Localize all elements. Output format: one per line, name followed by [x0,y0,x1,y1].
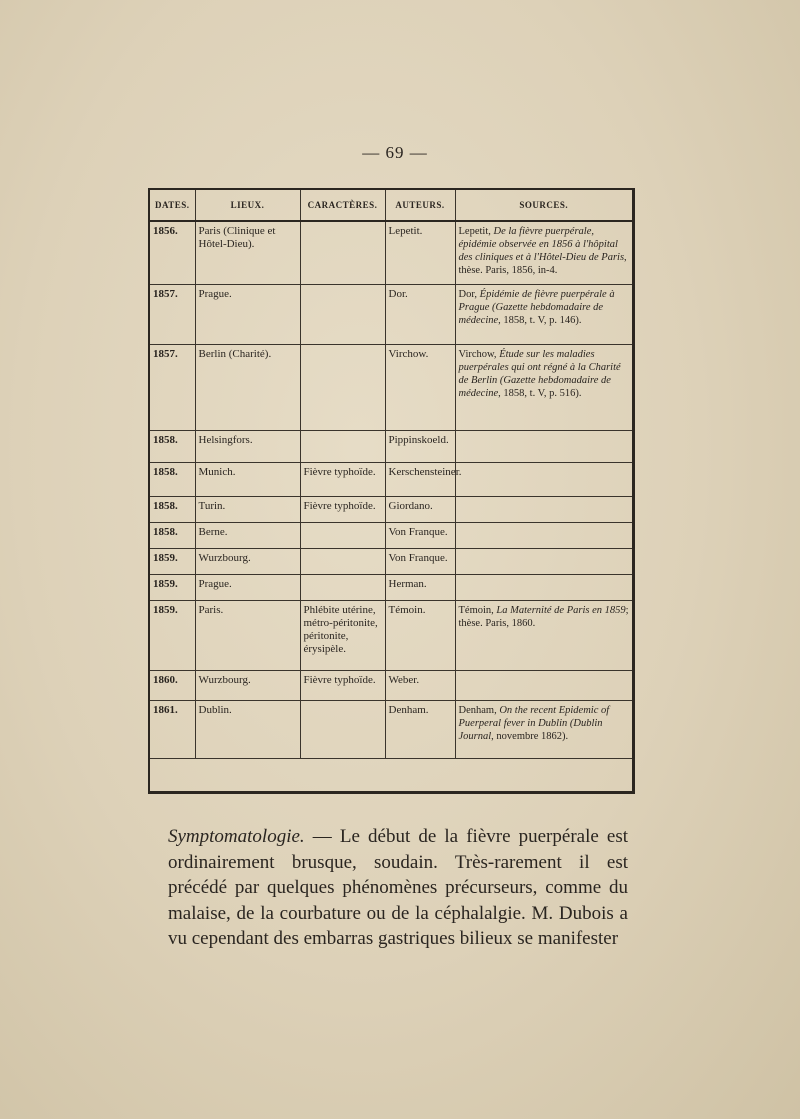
lieu-cell: Munich. [195,462,300,496]
date-cell: 1861. [150,700,195,758]
lieu-cell: Helsingfors. [195,430,300,462]
caractere-cell [300,221,385,284]
table-row [150,522,632,548]
caractere-cell [300,574,385,600]
table-row [150,221,632,284]
date-cell: 1859. [150,548,195,574]
lieu-cell: Turin. [195,496,300,522]
source-cell [455,462,632,496]
date-cell: 1860. [150,670,195,700]
source-cell [455,221,632,284]
source-cell [455,344,632,430]
auteur-cell: Von Franque. [385,522,455,548]
source-post-text: , novembre 1862). [491,730,569,742]
source-pre-text: Témoin, [458,604,497,616]
auteur-cell: Herman. [385,574,455,600]
section-heading: Symptomatologie. [168,826,305,847]
date-cell: 1859. [150,600,195,670]
source-pre-text: Lepetit, [458,226,494,237]
source-cell [455,548,632,574]
source-cell [455,670,632,700]
source-cell [455,574,632,600]
lieu-cell: Paris. [195,600,300,670]
caractere-cell [300,700,385,758]
date-cell: 1859. [150,574,195,600]
caractere-cell [300,344,385,430]
lieu-cell: Berlin (Charité). [195,344,300,430]
header-dates: DATES. [150,190,195,221]
source-it-text: Épidémie de fièvre puerpérale à Prague (Gazette hebdomadaire de médecine [458,288,615,326]
table-body [150,221,632,758]
caractere-cell [300,284,385,344]
source-pre-text: Denham, [458,704,500,716]
lieu-cell: Prague. [195,574,300,600]
auteur-cell: Kerschensteiner. [385,462,455,496]
lieu-cell: Prague. [195,284,300,344]
auteur-cell: Dor. [385,284,455,344]
page-number: — 69 — [362,143,428,162]
header-auteurs: AUTEURS. [385,190,455,221]
source-pre-text: Virchow, [458,348,500,360]
date-cell: 1857. [150,284,195,344]
table-row [150,496,632,522]
auteur-cell: Virchow. [385,344,455,430]
caractere-cell [300,548,385,574]
auteur-cell: Lepetit. [385,221,455,284]
source-cell [455,600,632,670]
auteur-cell: Témoin. [385,600,455,670]
caractere-cell: Fièvre typhoïde. [300,670,385,700]
table-header-row [150,190,632,221]
source-cell [455,700,632,758]
header-caracteres: CARACTÈRES. [300,190,385,221]
auteur-cell: Giordano. [385,496,455,522]
lieu-cell: Paris (Clinique et Hôtel-Dieu). [195,221,300,284]
table-row [150,344,632,430]
caractere-cell: Phlébite utérine, métro-péritonite, péritonite, érysipèle. [300,600,385,670]
source-cell [455,430,632,462]
source-it-text: De la fièvre puerpérale, épidémie observée en 1856 à l'hôpital des cliniques et à l'Hôtel-Dieu de Paris [458,226,625,263]
epidemics-table [148,188,635,794]
source-post-text: , thèse. Paris, 1856, in-4. [458,252,627,276]
date-cell: 1858. [150,462,195,496]
auteur-cell: Denham. [385,700,455,758]
paragraph-text: — Le début de la fièvre puerpérale est ordinairement brusque, soudain. Très-rarement il est précédé par quelques phénomènes précurseurs, comme du malaise, de la courbature ou de la céphalalgie. M. Dubois a vu cependant des embarras gastriques bilieux se manifester [168,826,628,949]
table-row [150,670,632,700]
lieu-cell: Berne. [195,522,300,548]
source-pre-text: Dor, [458,288,480,300]
body-paragraph [168,824,628,952]
source-post-text: ; thèse. Paris, 1860. [458,604,629,629]
source-cell [455,496,632,522]
table-row [150,430,632,462]
header-sources: SOURCES. [455,190,632,221]
caractere-cell [300,430,385,462]
date-cell: 1858. [150,522,195,548]
header-lieux: LIEUX. [195,190,300,221]
lieu-cell: Wurzbourg. [195,670,300,700]
source-it-text: La Maternité de Paris en 1859 [496,604,626,616]
lieu-cell: Dublin. [195,700,300,758]
date-cell: 1856. [150,221,195,284]
table-row [150,548,632,574]
source-post-text: , 1858, t. V, p. 516). [498,387,582,399]
caractere-cell: Fièvre typhoïde. [300,462,385,496]
table-row [150,574,632,600]
date-cell: 1857. [150,344,195,430]
caractere-cell: Fièvre typhoïde. [300,496,385,522]
table-row [150,700,632,758]
date-cell: 1858. [150,496,195,522]
table-row [150,284,632,344]
table-row [150,462,632,496]
auteur-cell: Weber. [385,670,455,700]
date-cell: 1858. [150,430,195,462]
source-it-text: On the recent Epidemic of Puerperal fever in Dublin (Dublin Journal [458,704,610,742]
source-post-text: , 1858, t. V, p. 146). [498,314,582,326]
source-cell [455,284,632,344]
table-row [150,600,632,670]
caractere-cell [300,522,385,548]
auteur-cell: Von Franque. [385,548,455,574]
auteur-cell: Pippinskoeld. [385,430,455,462]
source-it-text: Étude sur les maladies puerpérales qui ont régné à la Charité de Berlin (Gazette hebdomadaire de médecine [458,348,621,399]
source-cell [455,522,632,548]
lieu-cell: Wurzbourg. [195,548,300,574]
